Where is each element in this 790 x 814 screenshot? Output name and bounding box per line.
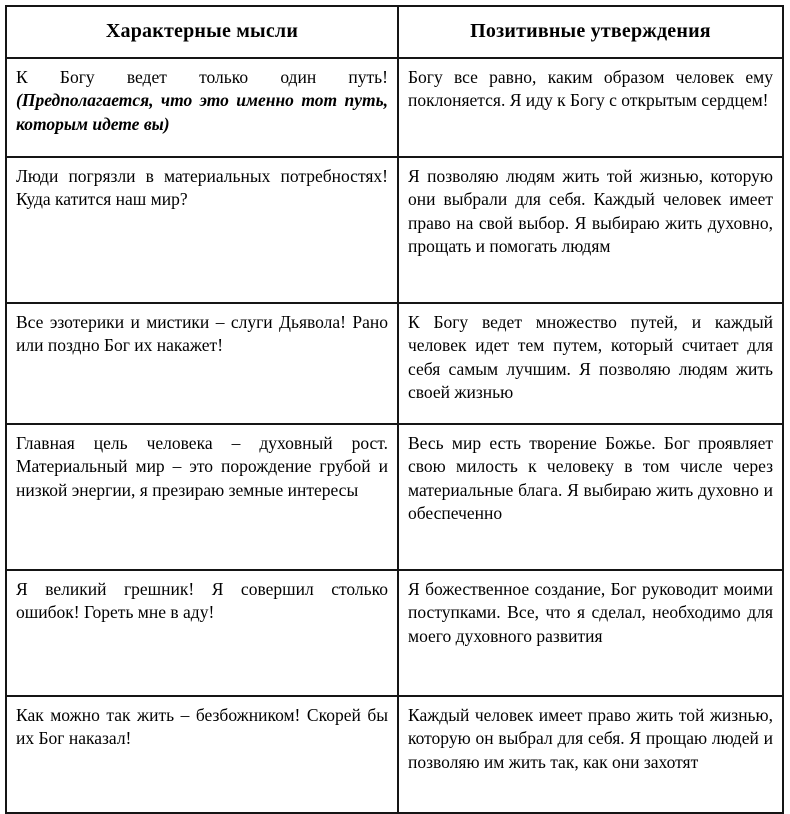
table-row <box>6 424 783 570</box>
table-row <box>6 303 783 424</box>
affirmation-text: Богу все равно, каким образом человек ему поклоняется. Я иду к Богу с открытым сердцем! <box>408 67 773 111</box>
thought-text: Я великий грешник! Я совершил столько ошибок! Гореть мне в аду! <box>16 579 388 623</box>
affirmation-text: К Богу ведет множество путей, и каждый человек идет тем путем, который считает для себя самым лучшим. Я позволяю людям жить своей жизнью <box>408 312 773 402</box>
affirmation-text: Весь мир есть творение Божье. Бог проявляет свою милость к человеку в том числе через материальные блага. Я выбираю жить духовно и обеспеченно <box>408 433 773 523</box>
thought-text: Главная цель человека – духовный рост. Материальный мир – это порождение грубой и низкой энергии, я презираю земные интересы <box>16 433 388 500</box>
thoughts-affirmations-table <box>5 5 784 814</box>
thought-cell <box>6 303 398 424</box>
thought-cell <box>6 58 398 157</box>
affirmation-text: Я божественное создание, Бог руководит моими поступками. Все, что я сделал, необходимо для моего духовного развития <box>408 579 773 646</box>
thought-main-text: К Богу ведет только один путь! <box>16 67 388 87</box>
table-row <box>6 570 783 696</box>
table-row <box>6 58 783 157</box>
thought-note-text: (Предполагается, что это именно тот путь, которым идете вы) <box>16 90 388 134</box>
affirmation-cell <box>398 303 783 424</box>
thought-text: Все эзотерики и мистики – слуги Дьявола! Рано или поздно Бог их накажет! <box>16 312 388 356</box>
column-header-affirmations: Позитивные утверждения <box>398 6 783 58</box>
thought-cell <box>6 157 398 303</box>
affirmation-cell <box>398 58 783 157</box>
table-header-row <box>6 6 783 58</box>
thought-cell <box>6 696 398 813</box>
thought-text: Люди погрязли в материальных потребностях! Куда катится наш мир? <box>16 166 388 210</box>
table-row <box>6 157 783 303</box>
thought-text <box>16 66 388 136</box>
column-header-thoughts: Характерные мысли <box>6 6 398 58</box>
affirmation-cell <box>398 157 783 303</box>
affirmation-text: Каждый человек имеет право жить той жизнью, которую он выбрал для себя. Я прощаю людей и позволяю им жить так, как они захотят <box>408 705 773 772</box>
affirmation-cell <box>398 570 783 696</box>
affirmation-cell <box>398 424 783 570</box>
table-body <box>6 58 783 813</box>
affirmation-cell <box>398 696 783 813</box>
affirmation-text: Я позволяю людям жить той жизнью, которую они выбрали для себя. Каждый человек имеет право на свой выбор. Я выбираю жить духовно, прощать и помогать людям <box>408 166 773 256</box>
thought-text: Как можно так жить – безбожником! Скорей бы их Бог наказал! <box>16 705 388 749</box>
thought-cell <box>6 424 398 570</box>
table-row <box>6 696 783 813</box>
table-header <box>6 6 783 58</box>
thought-cell <box>6 570 398 696</box>
